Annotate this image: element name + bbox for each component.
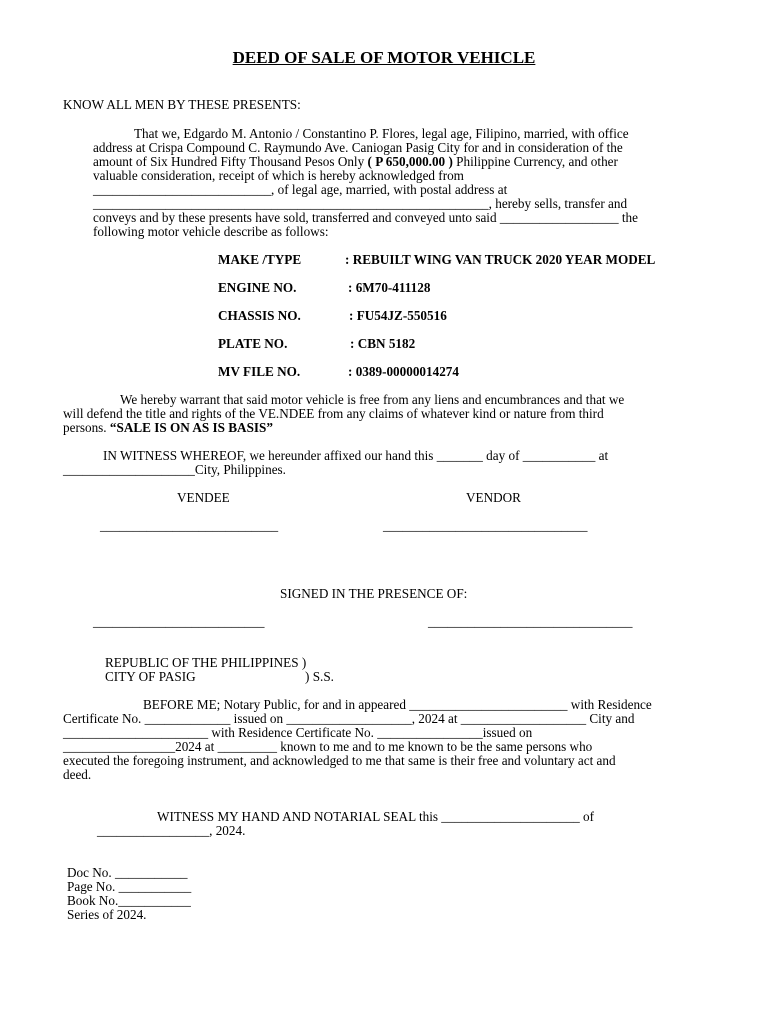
- vehicle-label: ENGINE NO.: [218, 280, 297, 295]
- book-number: Book No.___________: [67, 893, 191, 908]
- para1-line: following motor vehicle describe as follows:: [93, 224, 329, 239]
- para1-line: ____________________________________________________________, hereby sells, transfer and: [93, 196, 628, 211]
- para2-line: will defend the title and rights of the VE.NDEE from any claims of whatever kind or nature from third: [63, 406, 604, 421]
- witness-signature-line: _______________________________: [428, 614, 633, 629]
- doc-number: Doc No. ___________: [67, 865, 188, 880]
- series-year: Series of 2024.: [67, 907, 147, 922]
- witness-line: IN WITNESS WHEREOF, we hereunder affixed our hand this _______ day of ___________ at: [103, 448, 609, 463]
- opening-line: KNOW ALL MEN BY THESE PRESENTS:: [63, 97, 301, 112]
- para1-line: ___________________________, of legal age, married, with postal address at: [93, 182, 508, 197]
- vehicle-label: MV FILE NO.: [218, 364, 301, 379]
- vehicle-value: : CBN 5182: [350, 336, 416, 351]
- vehicle-value: : FU54JZ-550516: [349, 308, 447, 323]
- as-is-clause: “SALE IS ON AS IS BASIS”: [109, 420, 273, 435]
- notary-line: _________________2024 at _________ known to me and to me known to be the same persons who: [63, 739, 593, 754]
- venue-line: REPUBLIC OF THE PHILIPPINES ): [105, 655, 307, 670]
- vehicle-label: MAKE /TYPE: [218, 252, 302, 267]
- vendor-names: That we, Edgardo M. Antonio / Constantino P. Flores: [134, 126, 415, 141]
- venue-line: CITY OF PASIG: [105, 669, 196, 684]
- presence-heading: SIGNED IN THE PRESENCE OF:: [280, 586, 468, 601]
- vendee-label: VENDEE: [177, 490, 230, 505]
- vehicle-value: : 6M70-411128: [348, 280, 431, 295]
- notary-line: Certificate No. _____________ issued on ___________________, 2024 at ___________________ City and: [63, 711, 635, 726]
- page-number: Page No. ___________: [67, 879, 192, 894]
- notary-line: ______________________ with Residence Certificate No. ________________issued on: [63, 725, 533, 740]
- vendor-label: VENDOR: [466, 490, 521, 505]
- witness-line: ____________________City, Philippines.: [63, 462, 286, 477]
- para1-line: conveys and by these presents have sold, transferred and conveyed unto said __________________ the: [93, 210, 638, 225]
- document-title: DEED OF SALE OF MOTOR VEHICLE: [232, 48, 536, 67]
- witness-signature-line: __________________________: [93, 614, 265, 629]
- notary-line: executed the foregoing instrument, and acknowledged to me that same is their free and voluntary act and: [63, 753, 616, 768]
- vendor-signature-line: _______________________________: [383, 518, 588, 533]
- seal-line: _________________, 2024.: [97, 823, 246, 838]
- notary-line: BEFORE ME; Notary Public, for and in appeared ________________________ with Residence: [143, 697, 652, 712]
- para1-line: address at Crispa Compound C. Raymundo Ave. Caniogan Pasig City for and in consideration of the: [93, 140, 623, 155]
- venue-ss: ) S.S.: [305, 669, 334, 684]
- notary-line: deed.: [63, 767, 92, 782]
- vendee-signature-line: ___________________________: [100, 518, 279, 533]
- vehicle-value: : REBUILT WING VAN TRUCK 2020 YEAR MODEL: [345, 252, 656, 267]
- vehicle-label: PLATE NO.: [218, 336, 288, 351]
- para1-text: amount of Six Hundred Fifty Thousand Pesos Only: [93, 154, 368, 169]
- price-amount: ( P 650,000.00 ): [367, 154, 453, 169]
- para2-line: We hereby warrant that said motor vehicle is free from any liens and encumbrances and that we: [120, 392, 625, 407]
- para1-text: Philippine Currency, and other: [452, 154, 618, 169]
- para1-line: [134, 127, 629, 141]
- para1-line: [93, 155, 618, 169]
- seal-line: WITNESS MY HAND AND NOTARIAL SEAL this _____________________ of: [157, 809, 595, 824]
- para2-line: [63, 421, 273, 435]
- para1-line: valuable consideration, receipt of which is hereby acknowledged from: [93, 168, 464, 183]
- vehicle-label: CHASSIS NO.: [218, 308, 301, 323]
- para2-text: persons.: [63, 420, 110, 435]
- para1-text: , legal age, Filipino, married, with office: [414, 126, 629, 141]
- vehicle-value: : 0389-00000014274: [348, 364, 459, 379]
